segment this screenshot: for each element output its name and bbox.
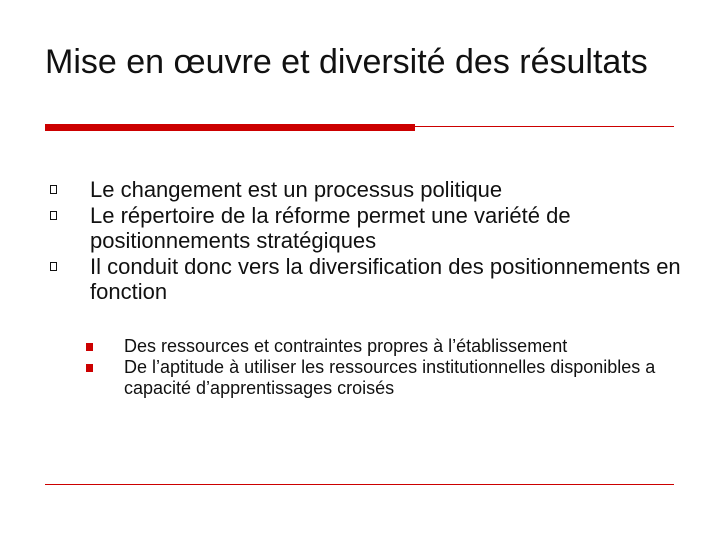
bullet-text: Il conduit donc vers la diversification des positionnements en fonction — [90, 253, 681, 304]
bullet-text: Le changement est un processus politique — [90, 177, 503, 202]
hollow-square-bullet-icon — [50, 262, 57, 271]
filled-square-bullet-icon — [86, 343, 93, 351]
hollow-square-bullet-icon — [50, 211, 57, 220]
bullet-item-1 — [44, 177, 684, 203]
bullet-item-3 — [44, 254, 684, 305]
title-underline-thin — [415, 126, 674, 127]
bullet-list — [44, 177, 684, 305]
bullet-text: Le répertoire de la réforme permet une variété de positionnements stratégiques — [90, 202, 571, 253]
title-underline-thick — [45, 124, 415, 131]
slide-title: Mise en œuvre et diversité des résultats — [45, 43, 648, 81]
sub-bullet-list — [80, 336, 680, 399]
sub-bullet-item-2 — [80, 357, 680, 399]
bullet-item-2 — [44, 203, 684, 254]
sub-bullet-text: De l’aptitude à utiliser les ressources institutionnelles disponibles a capacité d’apprentissages croisés — [124, 357, 656, 398]
hollow-square-bullet-icon — [50, 185, 57, 194]
sub-bullet-text: Des ressources et contraintes propres à l’établissement — [124, 336, 568, 356]
filled-square-bullet-icon — [86, 364, 93, 372]
sub-bullet-item-1 — [80, 336, 680, 357]
footer-rule — [45, 484, 674, 485]
